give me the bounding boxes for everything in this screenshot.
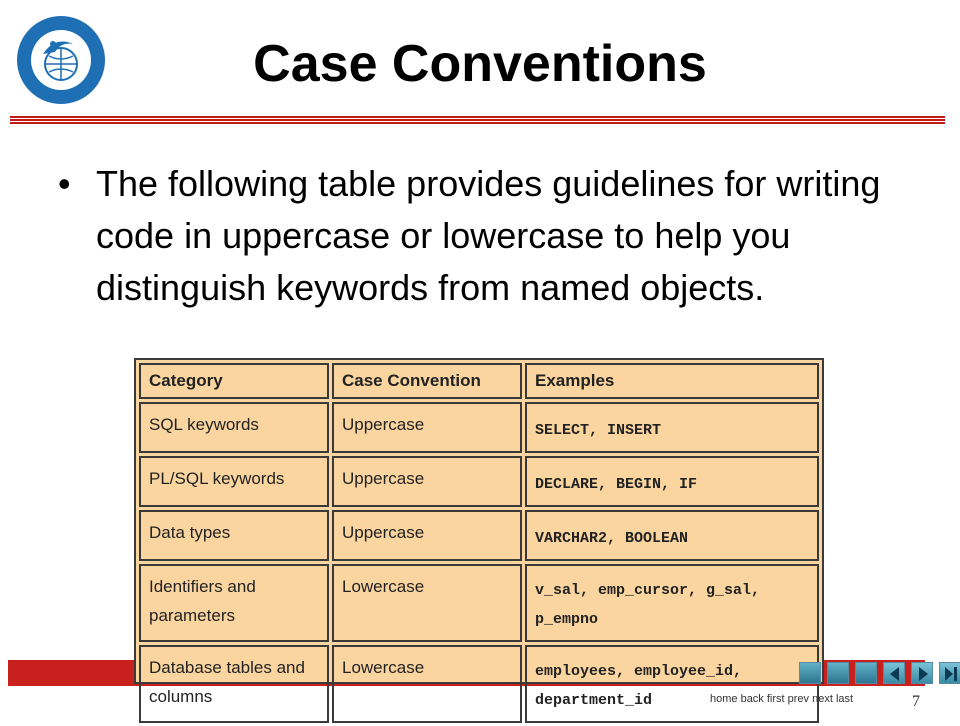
table-cell: DECLARE, BEGIN, IF (525, 456, 819, 507)
table-cell: Uppercase (332, 510, 522, 561)
title-divider (10, 116, 945, 118)
bullet-text: The following table provides guidelines for writing code in uppercase or lowercase to help you distinguish keywords from named objects. (96, 163, 881, 308)
table-cell: SQL keywords (139, 402, 329, 453)
last-icon[interactable] (939, 662, 960, 684)
page-number: 7 (912, 693, 920, 710)
table-row (139, 564, 819, 642)
table-row (139, 456, 819, 507)
table-header-row (139, 363, 819, 399)
table-cell: Database tables and columns (139, 645, 329, 723)
table-row (139, 402, 819, 453)
prev-icon[interactable] (883, 662, 905, 684)
table-cell: PL/SQL keywords (139, 456, 329, 507)
next-icon[interactable] (911, 662, 933, 684)
table-cell: v_sal, emp_cursor, g_sal, p_empno (525, 564, 819, 642)
table-row (139, 645, 819, 723)
table-header: Category (139, 363, 329, 399)
table-header: Examples (525, 363, 819, 399)
table-cell: Uppercase (332, 456, 522, 507)
slide-title: Case Conventions (253, 35, 707, 93)
title-divider (10, 122, 945, 124)
table-header: Case Convention (332, 363, 522, 399)
back-icon[interactable] (827, 662, 849, 684)
table-cell: Uppercase (332, 402, 522, 453)
table-cell: SELECT, INSERT (525, 402, 819, 453)
table-cell: employees, employee_id, department_id (525, 645, 819, 723)
table-cell: Lowercase (332, 564, 522, 642)
title-divider (10, 119, 945, 121)
slide-navigation (799, 662, 960, 686)
home-icon[interactable] (799, 662, 821, 684)
table-cell: Lowercase (332, 645, 522, 723)
table-cell: Identifiers and parameters (139, 564, 329, 642)
first-icon[interactable] (855, 662, 877, 684)
table-row (139, 510, 819, 561)
table-cell: Data types (139, 510, 329, 561)
table-cell: VARCHAR2, BOOLEAN (525, 510, 819, 561)
navigation-labels: home back first prev next last (710, 693, 854, 705)
bullet-dot: • (58, 163, 71, 204)
